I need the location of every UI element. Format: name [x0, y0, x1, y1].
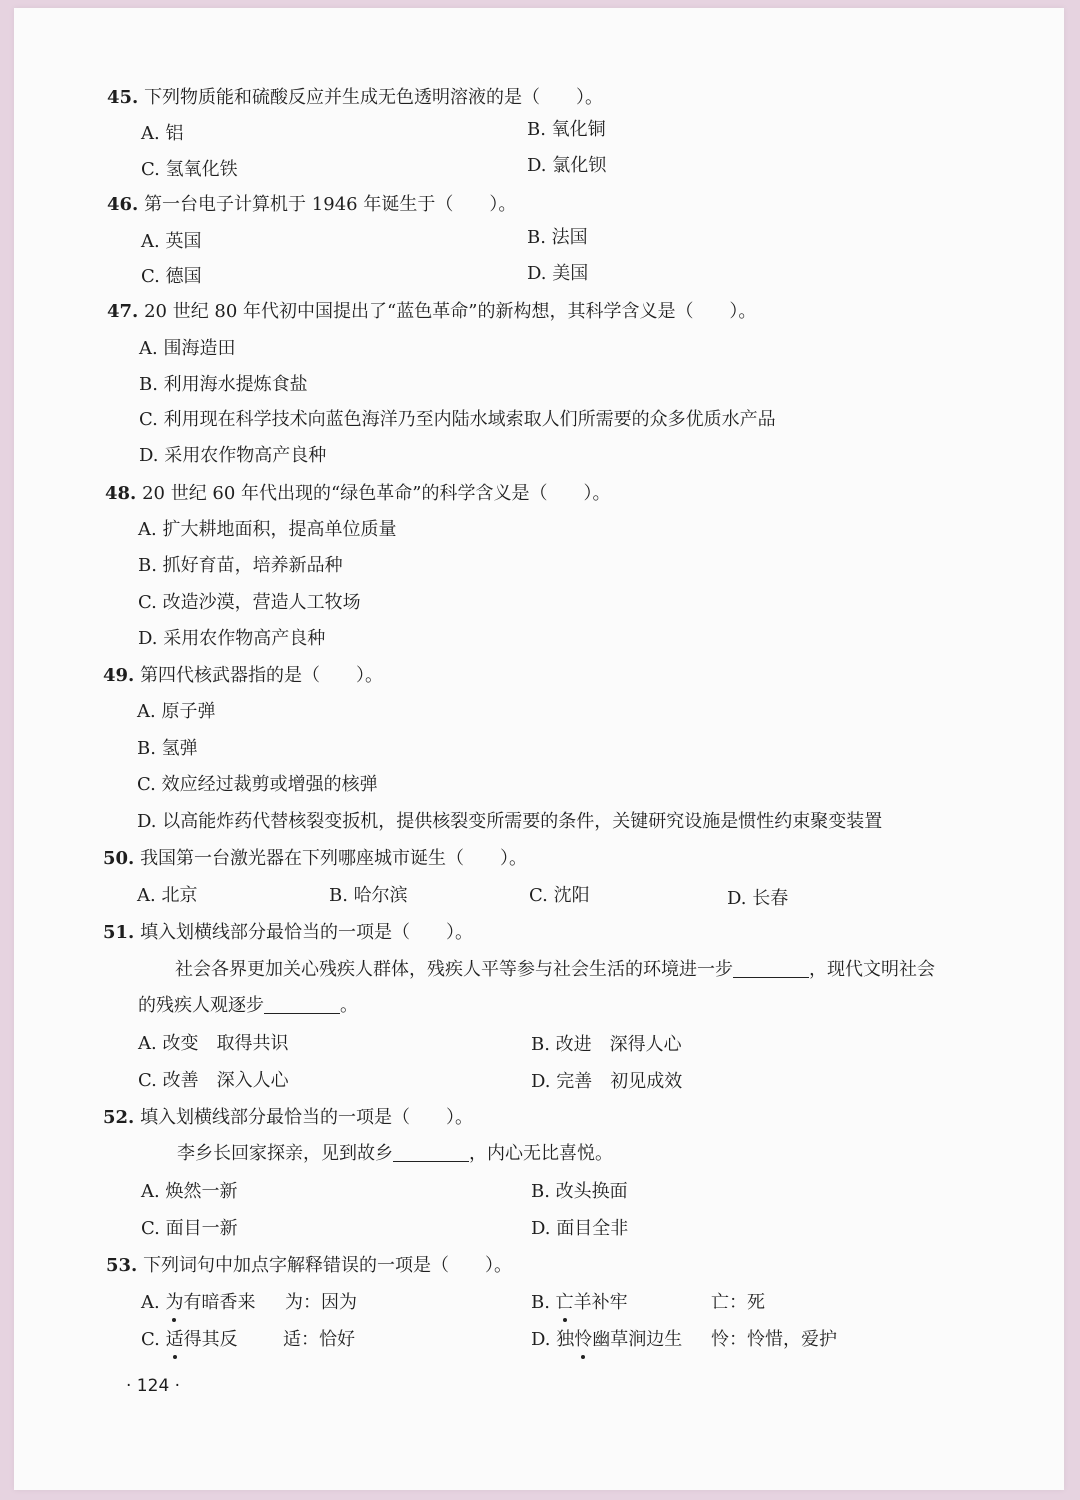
- option-c: C. 改造沙漠，营造人工牧场: [138, 592, 361, 613]
- option-c: C. 沈阳: [529, 885, 590, 906]
- option-a: A. 原子弹: [137, 701, 216, 722]
- question-49: [103, 664, 383, 688]
- question-stem: 第四代核武器指的是（ ）。: [140, 665, 384, 686]
- dotted-character: 适: [165, 1329, 184, 1350]
- question-47: [107, 300, 756, 324]
- question-stem: 第一台电子计算机于 1946 年诞生于（ ）。: [144, 194, 517, 215]
- question-51: [103, 921, 473, 945]
- option-d: D. 美国: [527, 263, 589, 284]
- answer-blank: [733, 959, 809, 978]
- dotted-character: 为: [165, 1292, 184, 1313]
- question-stem: 填入划横线部分最恰当的一项是（ ）。: [140, 1107, 474, 1128]
- option-c-explanation: 适：恰好: [283, 1329, 355, 1350]
- option-a: A. 北京: [137, 885, 198, 906]
- option-d: D. 面目全非: [531, 1218, 629, 1239]
- exam-page: [14, 8, 1064, 1490]
- page-number: · 124 ·: [126, 1376, 181, 1396]
- option-b: B. 哈尔滨: [329, 885, 408, 906]
- option-d: D. 独怜幽草涧边生: [531, 1329, 683, 1350]
- question-53: [106, 1254, 512, 1278]
- question-number: 47.: [107, 301, 139, 322]
- option-c: C. 德国: [141, 266, 202, 287]
- dotted-character: 亡: [555, 1292, 574, 1313]
- passage-line: 李乡长回家探亲，见到故乡 ，内心无比喜悦。: [177, 1143, 613, 1164]
- question-46: [107, 193, 516, 217]
- question-number: 52.: [103, 1107, 135, 1128]
- question-number: 45.: [107, 87, 139, 108]
- option-a: A. 扩大耕地面积，提高单位质量: [138, 519, 397, 540]
- question-52: [103, 1106, 473, 1130]
- option-d: D. 采用农作物高产良种: [138, 628, 326, 649]
- question-stem: 20 世纪 80 年代初中国提出了“蓝色革命”的新构想，其科学含义是（ ）。: [144, 301, 757, 322]
- option-b: B. 抓好育苗，培养新品种: [138, 555, 343, 576]
- question-number: 53.: [106, 1255, 138, 1276]
- option-b: B. 氢弹: [137, 738, 198, 759]
- question-number: 51.: [103, 922, 135, 943]
- option-c: C. 面目一新: [141, 1218, 238, 1239]
- question-45: [107, 86, 603, 110]
- question-stem: 我国第一台激光器在下列哪座城市诞生（ ）。: [140, 848, 528, 869]
- option-a: A. 铝: [141, 123, 184, 144]
- option-c: C. 氢氧化铁: [141, 159, 238, 180]
- option-b: B. 亡羊补牢: [531, 1292, 628, 1313]
- question-stem: 下列词句中加点字解释错误的一项是（ ）。: [143, 1255, 513, 1276]
- option-d: D. 长春: [727, 888, 789, 909]
- question-stem: 下列物质能和硫酸反应并生成无色透明溶液的是（ ）。: [144, 87, 604, 108]
- option-b: B. 氧化铜: [527, 119, 606, 140]
- option-a: A. 英国: [141, 231, 202, 252]
- option-c: C. 适得其反: [141, 1329, 238, 1350]
- option-b: B. 改进 深得人心: [531, 1034, 682, 1055]
- option-b: B. 改头换面: [531, 1181, 628, 1202]
- question-50: [103, 847, 527, 871]
- question-number: 46.: [107, 194, 139, 215]
- option-a: A. 改变 取得共识: [138, 1033, 289, 1054]
- option-b: B. 法国: [527, 227, 588, 248]
- option-d: D. 完善 初见成效: [531, 1071, 683, 1092]
- option-a: A. 为有暗香来: [141, 1292, 256, 1313]
- option-c: C. 效应经过裁剪或增强的核弹: [137, 774, 378, 795]
- question-stem: 填入划横线部分最恰当的一项是（ ）。: [140, 922, 474, 943]
- option-d: D. 以高能炸药代替核裂变扳机，提供核裂变所需要的条件，关键研究设施是惯性约束聚变装置: [137, 811, 883, 832]
- option-a-explanation: 为：因为: [285, 1292, 357, 1313]
- answer-blank: [264, 995, 340, 1014]
- option-d: D. 氯化钡: [527, 155, 607, 176]
- option-d: D. 采用农作物高产良种: [139, 445, 327, 466]
- option-a: A. 围海造田: [139, 338, 236, 359]
- answer-blank: [393, 1143, 469, 1162]
- question-48: [105, 482, 610, 506]
- option-c: C. 改善 深入人心: [138, 1070, 289, 1091]
- option-a: A. 焕然一新: [141, 1181, 238, 1202]
- question-number: 48.: [105, 483, 137, 504]
- passage-line: 的残疾人观逐步 。: [138, 995, 358, 1016]
- passage-line: 社会各界更加关心残疾人群体，残疾人平等参与社会生活的环境进一步 ，现代文明社会: [175, 959, 935, 980]
- dotted-character: 怜: [574, 1329, 593, 1350]
- question-stem: 20 世纪 60 年代出现的“绿色革命”的科学含义是（ ）。: [142, 483, 611, 504]
- option-b-explanation: 亡：死: [711, 1292, 765, 1313]
- question-number: 49.: [103, 665, 135, 686]
- option-c: C. 利用现在科学技术向蓝色海洋乃至内陆水域索取人们所需要的众多优质水产品: [139, 409, 776, 430]
- question-number: 50.: [103, 848, 135, 869]
- option-d-explanation: 怜：怜惜，爱护: [711, 1329, 837, 1350]
- option-b: B. 利用海水提炼食盐: [139, 374, 308, 395]
